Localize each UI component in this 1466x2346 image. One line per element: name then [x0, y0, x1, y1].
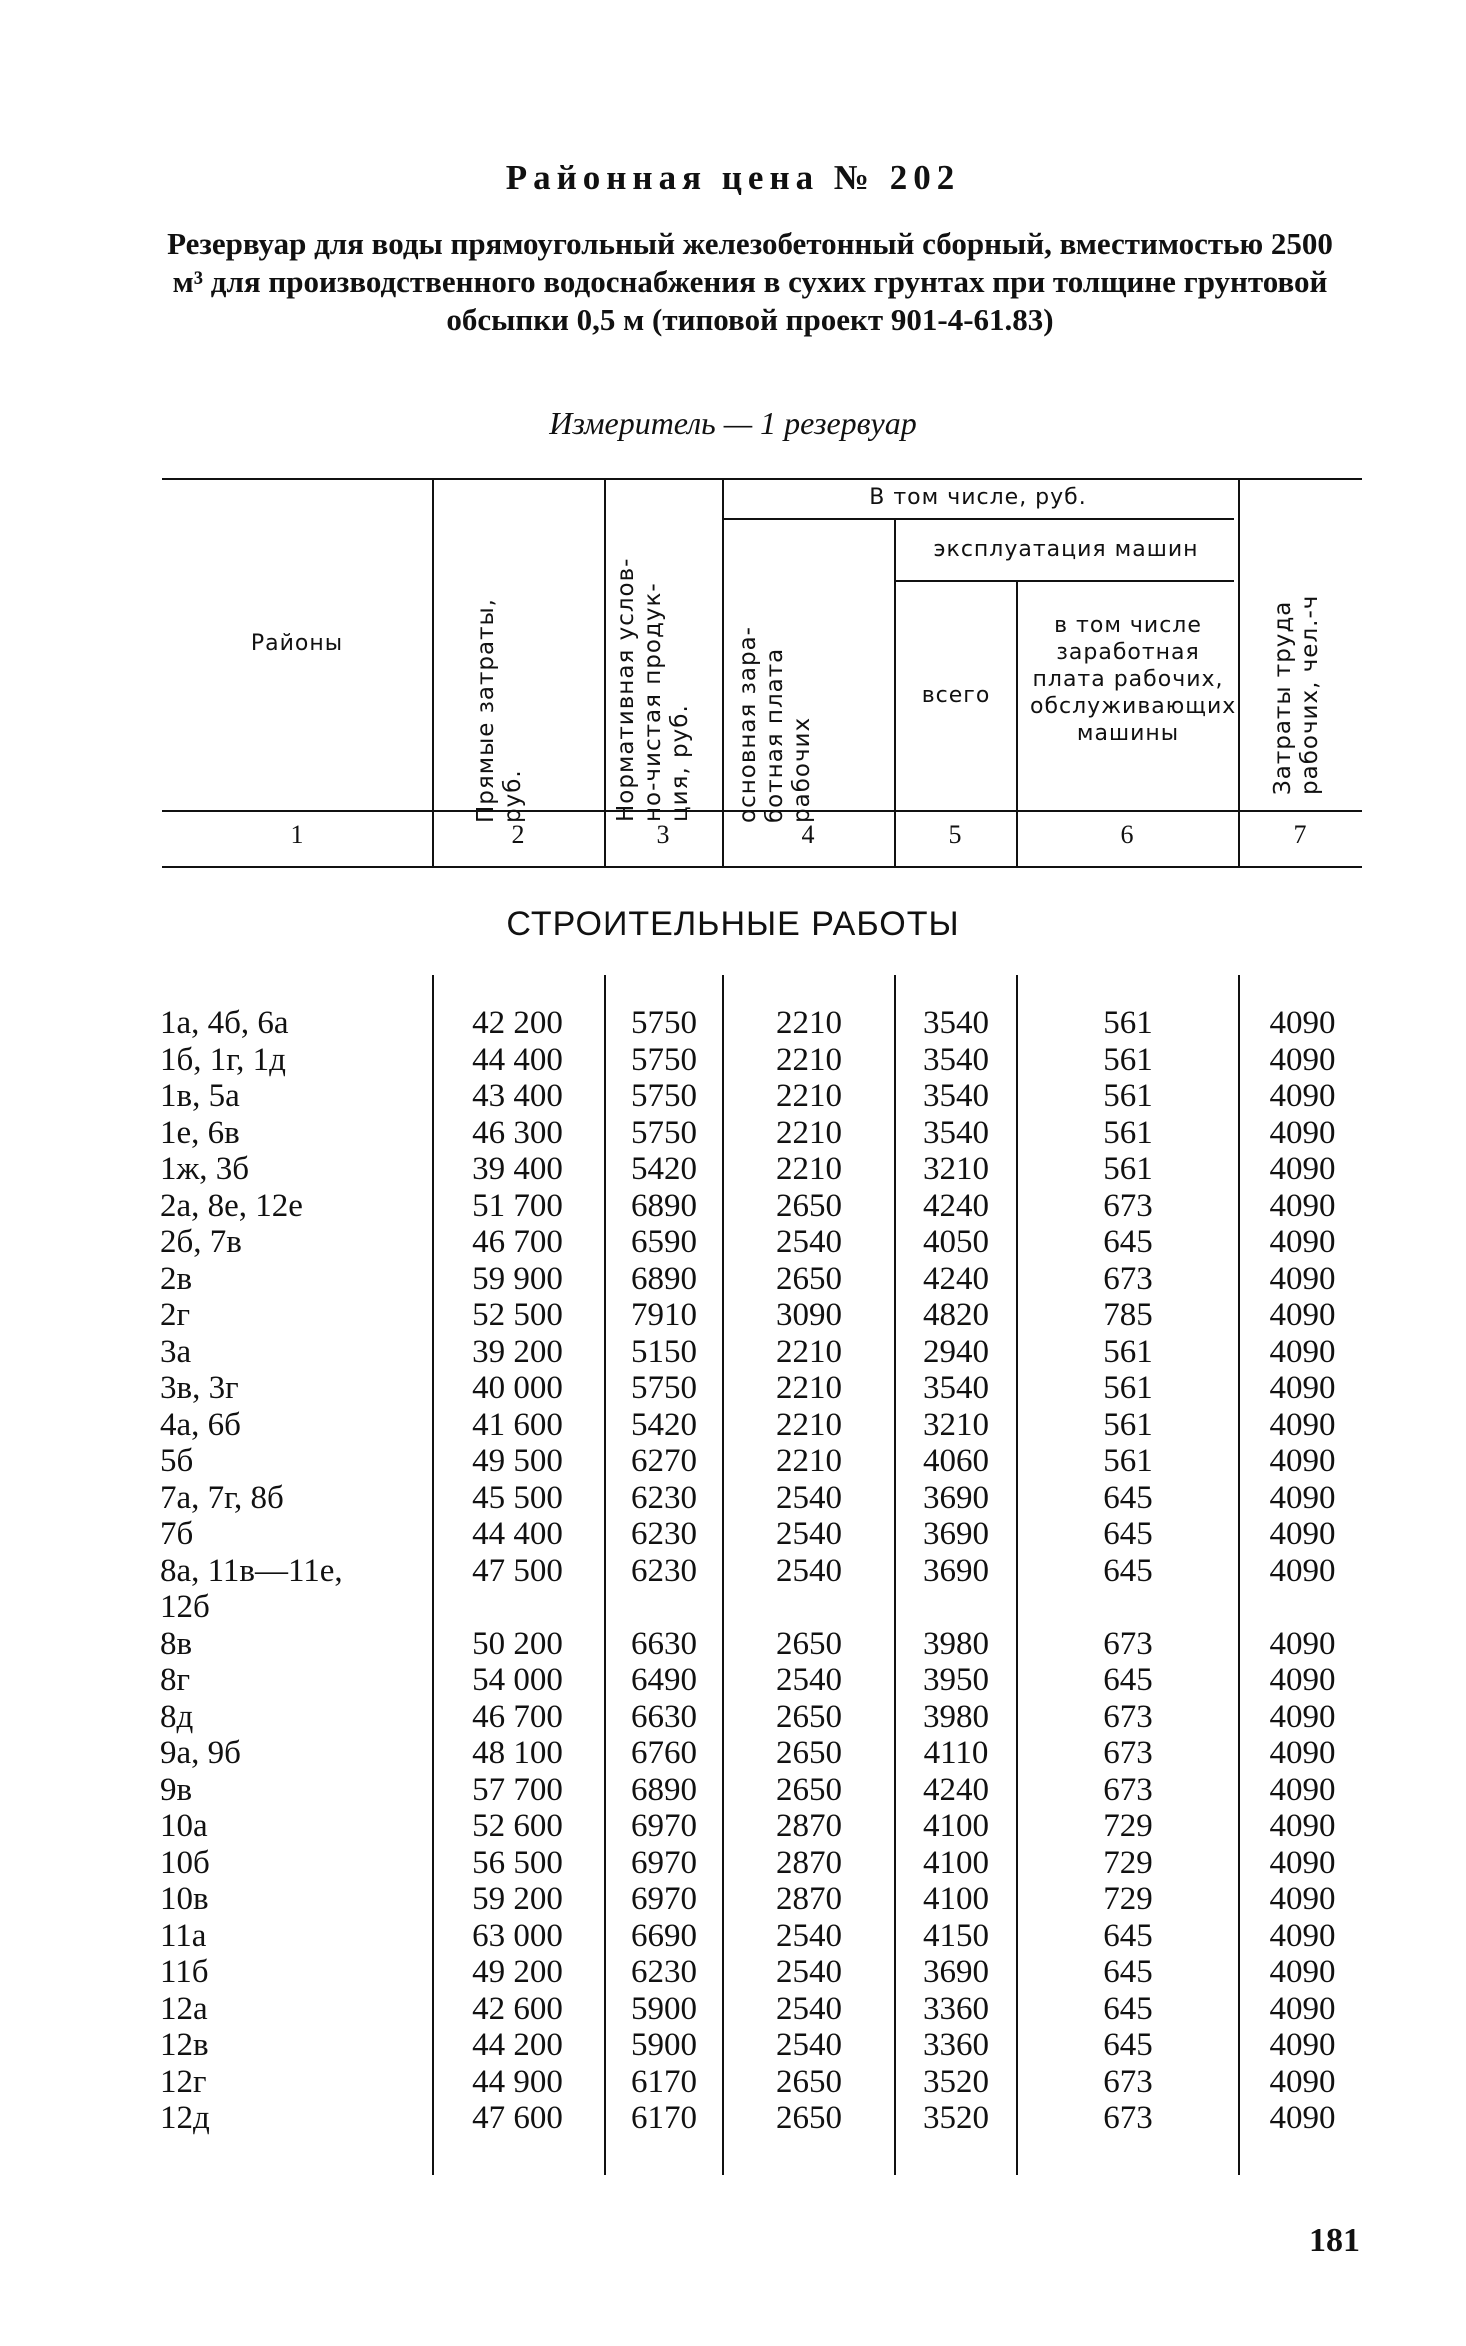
table-row: [0, 2100, 1466, 2137]
cell-base-wage: 2540: [776, 1552, 842, 1589]
cell-machines-total: 4240: [923, 1260, 989, 1297]
col-number: 4: [801, 820, 815, 849]
cell-machines-total: 3980: [923, 1625, 989, 1662]
cell-district: 3а: [160, 1333, 192, 1370]
cell-net-production: 6590: [631, 1224, 697, 1260]
cell-net-production: 5750: [631, 1005, 697, 1041]
cell-net-production: 6630: [631, 1698, 697, 1735]
cell-machine-wage: 561: [1103, 1078, 1153, 1114]
cell-net-production: 5750: [631, 1078, 697, 1114]
cell-machine-wage: 561: [1103, 1041, 1153, 1078]
cell-direct-costs: 49 500: [472, 1443, 563, 1479]
cell-machine-wage: 561: [1103, 1443, 1153, 1479]
cell-labor: 4090: [1269, 2063, 1336, 2100]
cell-labor: 4090: [1269, 1954, 1336, 1990]
cell-district: 1а, 4б, 6а: [160, 1005, 289, 1041]
cell-machines-total: 4060: [923, 1443, 989, 1479]
cell-direct-costs: 44 400: [472, 1516, 563, 1552]
cell-labor: 4090: [1269, 1078, 1336, 1114]
table-row: [0, 1626, 1466, 1663]
cell-direct-costs: 44 900: [472, 2063, 563, 2100]
cell-labor: 4090: [1269, 1151, 1336, 1187]
cell-machine-wage: 645: [1103, 1224, 1153, 1260]
cell-machine-wage: 729: [1103, 1844, 1153, 1881]
cell-direct-costs: 48 100: [472, 1735, 563, 1771]
cell-base-wage: 3090: [776, 1297, 842, 1333]
cell-direct-costs: 39 400: [472, 1151, 563, 1187]
cell-machine-wage: 561: [1103, 1151, 1153, 1187]
cell-machines-total: 3690: [923, 1479, 989, 1516]
cell-machines-total: 3540: [923, 1078, 989, 1114]
cell-district: 10а: [160, 1808, 208, 1844]
header-divider: [604, 478, 606, 868]
cell-labor: 4090: [1269, 1881, 1336, 1917]
cell-base-wage: 2650: [776, 1735, 842, 1771]
table-row: [0, 1297, 1466, 1334]
cell-net-production: 6230: [631, 1552, 697, 1589]
cell-labor: 4090: [1269, 1662, 1336, 1698]
cell-machine-wage: 729: [1103, 1881, 1153, 1917]
cell-direct-costs: 46 700: [472, 1224, 563, 1260]
table-row: [0, 1188, 1466, 1225]
table-row: [0, 1735, 1466, 1772]
cell-district: 5б: [160, 1443, 194, 1479]
cell-labor: 4090: [1269, 1443, 1336, 1479]
cell-machines-total: 3980: [923, 1698, 989, 1735]
cell-district: 1в, 5а: [160, 1078, 240, 1114]
cell-machines-total: 2940: [923, 1333, 989, 1370]
cell-base-wage: 2540: [776, 2027, 842, 2063]
cell-labor: 4090: [1269, 1333, 1336, 1370]
table-row: [0, 1881, 1466, 1918]
cell-labor: 4090: [1269, 1516, 1336, 1552]
cell-base-wage: 2540: [776, 1990, 842, 2027]
table-row: [0, 1516, 1466, 1553]
table-row: [0, 1699, 1466, 1736]
cell-machine-wage: 561: [1103, 1370, 1153, 1406]
cell-net-production: 6970: [631, 1881, 697, 1917]
header-divider: [432, 478, 434, 868]
cell-district: 12б: [160, 1589, 210, 1625]
table-body: [0, 1005, 1466, 2137]
cell-base-wage: 2650: [776, 1771, 842, 1808]
cell-labor: 4090: [1269, 1698, 1336, 1735]
table-row: [0, 1772, 1466, 1809]
table-row: [0, 1407, 1466, 1444]
cell-net-production: 5900: [631, 2027, 697, 2063]
cell-district: 7б: [160, 1516, 194, 1552]
cell-direct-costs: 63 000: [472, 1917, 563, 1954]
cell-machine-wage: 561: [1103, 1333, 1153, 1370]
cell-machine-wage: 561: [1103, 1114, 1153, 1151]
table-row: [0, 1480, 1466, 1517]
cell-machine-wage: 785: [1103, 1297, 1153, 1333]
cell-direct-costs: 42 600: [472, 1990, 563, 2027]
header-top-rule: [162, 478, 1362, 480]
cell-machines-total: 4110: [923, 1735, 989, 1771]
cell-labor: 4090: [1269, 1735, 1336, 1771]
cell-net-production: 5420: [631, 1151, 697, 1187]
cell-base-wage: 2650: [776, 1187, 842, 1224]
cell-machines-total: 4820: [923, 1297, 989, 1333]
cell-net-production: 6970: [631, 1808, 697, 1844]
cell-labor: 4090: [1269, 1990, 1336, 2027]
cell-direct-costs: 52 600: [472, 1808, 563, 1844]
table-row: [0, 1443, 1466, 1480]
cell-machine-wage: 645: [1103, 1917, 1153, 1954]
cell-district: 12г: [160, 2063, 207, 2100]
cell-labor: 4090: [1269, 1917, 1336, 1954]
cell-direct-costs: 42 200: [472, 1005, 563, 1041]
cell-machine-wage: 561: [1103, 1406, 1153, 1443]
cell-district: 7а, 7г, 8б: [160, 1479, 284, 1516]
cell-labor: 4090: [1269, 2100, 1336, 2136]
cell-machine-wage: 673: [1103, 1625, 1153, 1662]
cell-machine-wage: 673: [1103, 1771, 1153, 1808]
cell-machines-total: 4240: [923, 1771, 989, 1808]
cell-district: 1б, 1г, 1д: [160, 1041, 286, 1078]
subgroup-rule: [894, 580, 1234, 582]
cell-machines-total: 3210: [923, 1151, 989, 1187]
cell-labor: 4090: [1269, 1808, 1336, 1844]
cell-direct-costs: 39 200: [472, 1333, 563, 1370]
cell-direct-costs: 59 200: [472, 1881, 563, 1917]
cell-labor: 4090: [1269, 1625, 1336, 1662]
cell-district: 9в: [160, 1771, 193, 1808]
cell-base-wage: 2210: [776, 1041, 842, 1078]
cell-net-production: 5150: [631, 1333, 697, 1370]
table-row: [0, 1845, 1466, 1882]
cell-base-wage: 2650: [776, 1260, 842, 1297]
cell-base-wage: 2210: [776, 1114, 842, 1151]
cell-labor: 4090: [1269, 1224, 1336, 1260]
cell-net-production: 6890: [631, 1260, 697, 1297]
cell-district: 10б: [160, 1844, 210, 1881]
table-row: [0, 1589, 1466, 1626]
cell-labor: 4090: [1269, 1260, 1336, 1297]
table-row: [0, 2027, 1466, 2064]
cell-base-wage: 2540: [776, 1917, 842, 1954]
cell-labor: 4090: [1269, 1771, 1336, 1808]
col-header-labor: Затраты труда рабочих, чел.-ч: [1270, 594, 1323, 795]
table-row: [0, 1370, 1466, 1407]
cell-net-production: 6890: [631, 1187, 697, 1224]
cell-machines-total: 3690: [923, 1552, 989, 1589]
col-number: 6: [1120, 820, 1134, 849]
cell-district: 1ж, 3б: [160, 1151, 250, 1187]
cell-direct-costs: 52 500: [472, 1297, 563, 1333]
table-row: [0, 1078, 1466, 1115]
table-row: [0, 1115, 1466, 1152]
cell-labor: 4090: [1269, 1406, 1336, 1443]
cell-machines-total: 4100: [923, 1808, 989, 1844]
cell-base-wage: 2870: [776, 1881, 842, 1917]
cell-labor: 4090: [1269, 1187, 1336, 1224]
cell-machine-wage: 673: [1103, 1735, 1153, 1771]
cell-net-production: 5750: [631, 1114, 697, 1151]
col-header-districts: Районы: [250, 631, 344, 656]
header-divider: [722, 478, 724, 868]
cell-district: 8д: [160, 1698, 194, 1735]
col-header-machine-wage: в том числе заработная плата рабочих, обслуживающих машины: [1030, 613, 1237, 746]
cell-base-wage: 2210: [776, 1005, 842, 1041]
cell-machine-wage: 645: [1103, 1479, 1153, 1516]
col-header-direct-costs: Прямые затраты, руб.: [473, 598, 526, 823]
cell-net-production: 6270: [631, 1443, 697, 1479]
cell-district: 8а, 11в—11е,: [160, 1552, 343, 1589]
cell-machines-total: 3690: [923, 1954, 989, 1990]
table-row: [0, 1005, 1466, 1042]
cell-machines-total: 3540: [923, 1370, 989, 1406]
cell-direct-costs: 47 600: [472, 2100, 563, 2136]
cell-district: 2г: [160, 1297, 191, 1333]
cell-base-wage: 2870: [776, 1844, 842, 1881]
cell-base-wage: 2540: [776, 1479, 842, 1516]
cell-machine-wage: 645: [1103, 1990, 1153, 2027]
cell-machines-total: 3520: [923, 2100, 989, 2136]
cell-district: 9а, 9б: [160, 1735, 241, 1771]
cell-district: 10в: [160, 1881, 209, 1917]
cell-district: 3в, 3г: [160, 1370, 239, 1406]
cell-machines-total: 4100: [923, 1881, 989, 1917]
cell-direct-costs: 43 400: [472, 1078, 563, 1114]
cell-net-production: 6890: [631, 1771, 697, 1808]
cell-base-wage: 2210: [776, 1370, 842, 1406]
cell-labor: 4090: [1269, 1479, 1336, 1516]
col-number: 5: [948, 820, 962, 849]
cell-machine-wage: 561: [1103, 1005, 1153, 1041]
table-row: [0, 1808, 1466, 1845]
cell-base-wage: 2210: [776, 1443, 842, 1479]
cell-net-production: 5420: [631, 1406, 697, 1443]
cell-district: 12а: [160, 1990, 208, 2027]
cell-labor: 4090: [1269, 1370, 1336, 1406]
cell-machines-total: 3690: [923, 1516, 989, 1552]
cell-direct-costs: 51 700: [472, 1187, 563, 1224]
cell-direct-costs: 44 400: [472, 1041, 563, 1078]
cell-labor: 4090: [1269, 1114, 1336, 1151]
cell-machine-wage: 673: [1103, 1260, 1153, 1297]
cell-labor: 4090: [1269, 1005, 1336, 1041]
section-title: СТРОИТЕЛЬНЫЕ РАБОТЫ: [506, 905, 960, 943]
cell-net-production: 5750: [631, 1041, 697, 1078]
cell-net-production: 6970: [631, 1844, 697, 1881]
cell-district: 2а, 8е, 12е: [160, 1187, 303, 1224]
cell-net-production: 6170: [631, 2063, 697, 2100]
col-header-net-production: Нормативная услов- но-чистая продук- ция, руб.: [613, 557, 693, 822]
cell-base-wage: 2210: [776, 1333, 842, 1370]
table-row: [0, 1954, 1466, 1991]
cell-machine-wage: 645: [1103, 1954, 1153, 1990]
table-row: [0, 1918, 1466, 1955]
cell-net-production: 6230: [631, 1954, 697, 1990]
cell-net-production: 6170: [631, 2100, 697, 2136]
cell-base-wage: 2870: [776, 1808, 842, 1844]
cell-base-wage: 2650: [776, 1625, 842, 1662]
cell-machine-wage: 673: [1103, 1187, 1153, 1224]
cell-district: 2в: [160, 1260, 193, 1297]
cell-net-production: 6230: [631, 1516, 697, 1552]
cell-net-production: 6490: [631, 1662, 697, 1698]
cell-district: 8в: [160, 1625, 193, 1662]
cell-base-wage: 2540: [776, 1224, 842, 1260]
cell-net-production: 6630: [631, 1625, 697, 1662]
numbers-bottom-rule: [162, 866, 1362, 868]
col-number: 7: [1293, 820, 1307, 849]
col-group-including: В том числе, руб.: [869, 485, 1087, 510]
cell-machines-total: 3360: [923, 1990, 989, 2027]
cell-district: 11б: [160, 1954, 209, 1990]
cell-direct-costs: 54 000: [472, 1662, 563, 1698]
cell-district: 8г: [160, 1662, 191, 1698]
cell-district: 2б, 7в: [160, 1224, 242, 1260]
cell-machines-total: 3520: [923, 2063, 989, 2100]
cell-net-production: 5750: [631, 1370, 697, 1406]
cell-machine-wage: 673: [1103, 2100, 1153, 2136]
table-row: [0, 1151, 1466, 1188]
cell-direct-costs: 59 900: [472, 1260, 563, 1297]
cell-base-wage: 2210: [776, 1078, 842, 1114]
cell-base-wage: 2650: [776, 2063, 842, 2100]
col-number: 3: [656, 820, 670, 849]
cell-net-production: 7910: [631, 1297, 697, 1333]
cell-labor: 4090: [1269, 1297, 1336, 1333]
measure-unit: Измеритель — 1 резервуар: [549, 405, 917, 441]
cell-base-wage: 2540: [776, 1516, 842, 1552]
cell-machines-total: 3540: [923, 1041, 989, 1078]
table-row: [0, 1662, 1466, 1699]
cell-direct-costs: 40 000: [472, 1370, 563, 1406]
cell-direct-costs: 56 500: [472, 1844, 563, 1881]
cell-base-wage: 2650: [776, 2100, 842, 2136]
col-number: 1: [290, 820, 304, 849]
cell-machine-wage: 645: [1103, 1552, 1153, 1589]
table-row: [0, 1042, 1466, 1079]
cell-direct-costs: 57 700: [472, 1771, 563, 1808]
cell-net-production: 6690: [631, 1917, 697, 1954]
cell-district: 1е, 6в: [160, 1114, 240, 1151]
page-number: 181: [1309, 2222, 1360, 2259]
cell-machines-total: 3210: [923, 1406, 989, 1443]
cell-machines-total: 3360: [923, 2027, 989, 2063]
cell-direct-costs: 50 200: [472, 1625, 563, 1662]
cell-net-production: 6230: [631, 1479, 697, 1516]
page-subtitle: Резервуар для воды прямоугольный железобетонный сборный, вместимостью 2500 м³ для производственного водоснабжения в сухих грунтах при толщине грунтовой обсыпки 0,5 м (типовой проект 901-4-61.83): [167, 226, 1333, 337]
cell-machines-total: 4240: [923, 1187, 989, 1224]
cell-base-wage: 2540: [776, 1954, 842, 1990]
cell-machine-wage: 673: [1103, 2063, 1153, 2100]
cell-machine-wage: 673: [1103, 1698, 1153, 1735]
cell-district: 12д: [160, 2100, 210, 2136]
cell-machines-total: 4150: [923, 1917, 989, 1954]
table-row: [0, 1991, 1466, 2028]
cell-machines-total: 3540: [923, 1114, 989, 1151]
cell-machine-wage: 645: [1103, 1516, 1153, 1552]
cell-machine-wage: 729: [1103, 1808, 1153, 1844]
cell-machines-total: 3950: [923, 1662, 989, 1698]
cell-machines-total: 3540: [923, 1005, 989, 1041]
col-subgroup-machines: эксплуатация машин: [933, 537, 1199, 562]
table-row: [0, 1224, 1466, 1261]
cell-direct-costs: 46 700: [472, 1698, 563, 1735]
cell-labor: 4090: [1269, 1844, 1336, 1881]
cell-district: 12в: [160, 2027, 209, 2063]
cell-labor: 4090: [1269, 1041, 1336, 1078]
cell-base-wage: 2650: [776, 1698, 842, 1735]
cell-direct-costs: 41 600: [472, 1406, 563, 1443]
cell-net-production: 5900: [631, 1990, 697, 2027]
cell-machine-wage: 645: [1103, 1662, 1153, 1698]
table-row: [0, 1261, 1466, 1298]
table-row: [0, 1553, 1466, 1590]
cell-direct-costs: 47 500: [472, 1552, 563, 1589]
cell-net-production: 6760: [631, 1735, 697, 1771]
cell-base-wage: 2210: [776, 1406, 842, 1443]
cell-direct-costs: 46 300: [472, 1114, 563, 1151]
header-divider: [1238, 478, 1240, 868]
table-row: [0, 2064, 1466, 2101]
cell-machine-wage: 645: [1103, 2027, 1153, 2063]
cell-district: 11а: [160, 1917, 207, 1954]
group-rule: [722, 518, 1234, 520]
cell-machines-total: 4050: [923, 1224, 989, 1260]
cell-district: 4а, 6б: [160, 1406, 241, 1443]
page-title: Районная цена № 202: [505, 158, 961, 197]
col-header-base-wage: основная зара- ботная плата рабочих: [735, 626, 815, 823]
cell-direct-costs: 49 200: [472, 1954, 563, 1990]
cell-direct-costs: 44 200: [472, 2027, 563, 2063]
col-number: 2: [511, 820, 525, 849]
cell-machines-total: 4100: [923, 1844, 989, 1881]
cell-labor: 4090: [1269, 1552, 1336, 1589]
cell-base-wage: 2540: [776, 1662, 842, 1698]
col-header-total: всего: [921, 683, 991, 708]
cell-labor: 4090: [1269, 2027, 1336, 2063]
cell-direct-costs: 45 500: [472, 1479, 563, 1516]
table-row: [0, 1334, 1466, 1371]
cell-base-wage: 2210: [776, 1151, 842, 1187]
